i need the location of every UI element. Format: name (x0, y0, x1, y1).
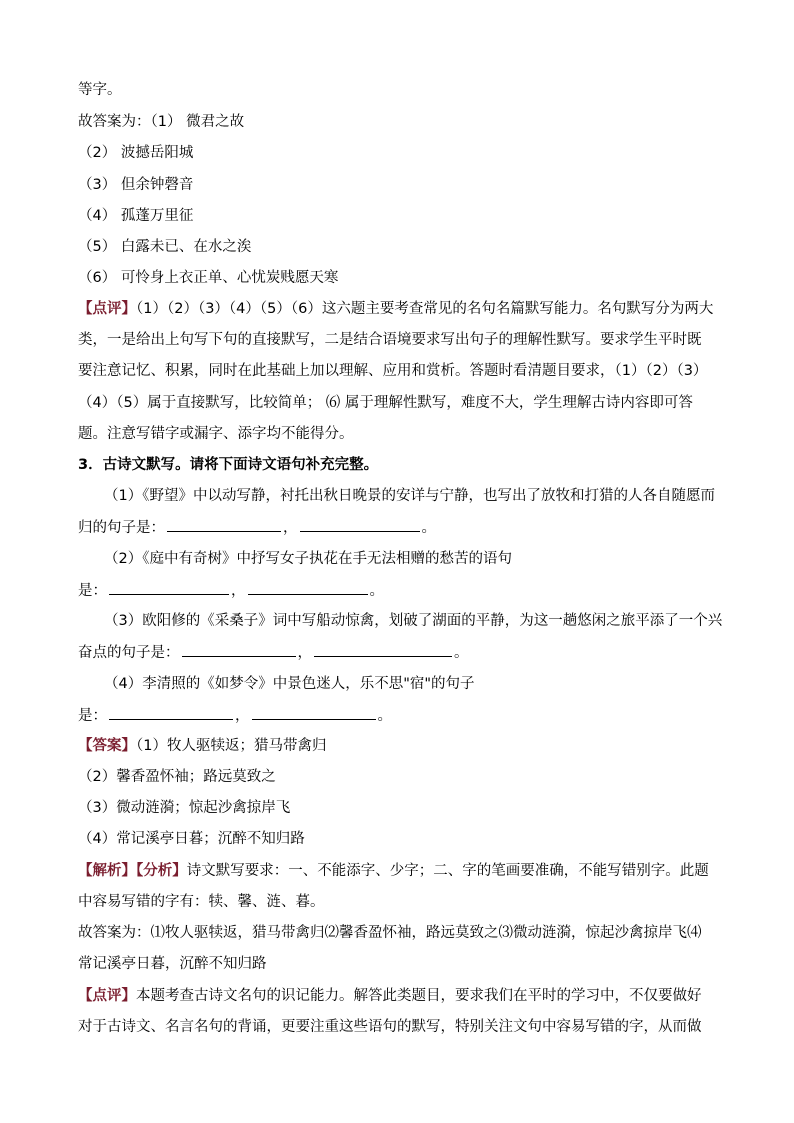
answer-line: 故答案为：（1） 微君之故 (78, 114, 245, 130)
comment-paragraph-line (78, 986, 702, 1006)
answer-line: （3）微动涟漪；惊起沙禽掠岸飞 (78, 800, 291, 816)
answer-line: （2） 波撼岳阳城 (78, 145, 194, 161)
comment-tag: 【点评】 (78, 301, 136, 317)
comma: ， (231, 583, 246, 599)
question-heading: 3．古诗文默写。请将下面诗文语句补充完整。 (78, 457, 379, 473)
question-item: （1）《野望》中以动写静，衬托出秋日晚景的安详与宁静，也写出了放牧和打猎的人各自随愿而 (104, 488, 715, 504)
answer-blank[interactable] (252, 705, 376, 720)
answer-tag: 【答案】 (78, 738, 136, 754)
question-item: （2）《庭中有奇树》中抒写女子执花在手无法相赠的愁苦的语句 (104, 551, 512, 567)
answer-blank[interactable] (109, 705, 233, 720)
answer-blank[interactable] (167, 517, 281, 532)
period: 。 (454, 645, 469, 661)
text-line: （4）（5）属于直接默写，比较简单； ⑹ 属于理解性默写，难度不大，学生理解古诗内容即可答 (78, 395, 693, 411)
analysis-tag: 【解析】【分析】 (78, 863, 187, 879)
answer-blank[interactable] (182, 642, 296, 657)
text-line: 要注意记忆、积累，同时在此基础上加以理解、应用和赏析。答题时看清题目要求，（1）（2）（3） (78, 363, 708, 379)
text-line: 对于古诗文、名言名句的背诵，更要注重这些语句的默写，特别关注文句中容易写错的字，从而做 (78, 1019, 702, 1035)
comment-tag: 【点评】 (78, 988, 136, 1004)
text-line: 等字。 (78, 82, 122, 98)
answer-blank[interactable] (300, 517, 420, 532)
answer-line: （4） 孤蓬万里征 (78, 208, 194, 224)
answer-blank[interactable] (248, 580, 368, 595)
prompt-text: 归的句子是： (78, 520, 165, 536)
answer-blank[interactable] (109, 580, 229, 595)
answer-blank[interactable] (314, 642, 452, 657)
prompt-text: 奋点的句子是： (78, 645, 180, 661)
text-line: 中容易写错的字有：犊、馨、涟、暮。 (78, 894, 325, 910)
comment-paragraph-line (78, 299, 713, 319)
comma: ， (297, 645, 312, 661)
analysis-text: 诗文默写要求：一、不能添字、少字；二、字的笔画要准确，不能写错别字。此题 (186, 863, 709, 879)
answer-line: （4）常记溪亭日暮；沉醉不知归路 (78, 831, 305, 847)
prompt-text: 是： (78, 708, 107, 724)
answer-text: （1）牧人驱犊返；猎马带禽归 (136, 738, 327, 754)
fill-blank-line (78, 705, 392, 725)
period: 。 (421, 520, 436, 536)
text-line: 类，一是给出上句写下句的直接默写，二是结合语境要求写出句子的理解性默写。要求学生平时既 (78, 332, 702, 348)
prompt-text: 是： (78, 583, 107, 599)
question-item: （3）欧阳修的《采桑子》词中写船动惊禽，划破了湖面的平静，为这一趟悠闲之旅平添了一个兴 (104, 613, 723, 629)
fill-blank-line (78, 580, 384, 600)
answer-line: （2）馨香盈怀袖；路远莫致之 (78, 769, 276, 785)
answer-line: （3） 但余钟磬音 (78, 177, 194, 193)
comment-text: （1）（2）（3）（4）（5）（6）这六题主要考查常见的名句名篇默写能力。名句默写分为两大 (136, 301, 714, 317)
text-line: 题。注意写错字或漏字、添字均不能得分。 (78, 426, 354, 442)
answer-line: （6） 可怜身上衣正单、心忧炭贱愿天寒 (78, 270, 339, 286)
text-line: 常记溪亭日暮，沉醉不知归路 (78, 956, 267, 972)
answer-line: （5） 白露未已、在水之涘 (78, 239, 252, 255)
comma: ， (283, 520, 298, 536)
period: 。 (369, 583, 384, 599)
period: 。 (377, 708, 392, 724)
analysis-line (78, 861, 709, 881)
text-line: 故答案为：⑴牧人驱犊返，猎马带禽归⑵馨香盈怀袖，路远莫致之⑶微动涟漪，惊起沙禽掠岸飞⑷ (78, 925, 702, 941)
question-item: （4）李清照的《如梦令》中景色迷人，乐不思"宿"的句子 (104, 676, 475, 692)
answer-heading-line (78, 736, 326, 756)
fill-blank-line (78, 517, 436, 537)
comma: ， (235, 708, 250, 724)
fill-blank-line (78, 642, 469, 662)
comment-text: 本题考查古诗文名句的识记能力。解答此类题目，要求我们在平时的学习中，不仅要做好 (136, 988, 702, 1004)
